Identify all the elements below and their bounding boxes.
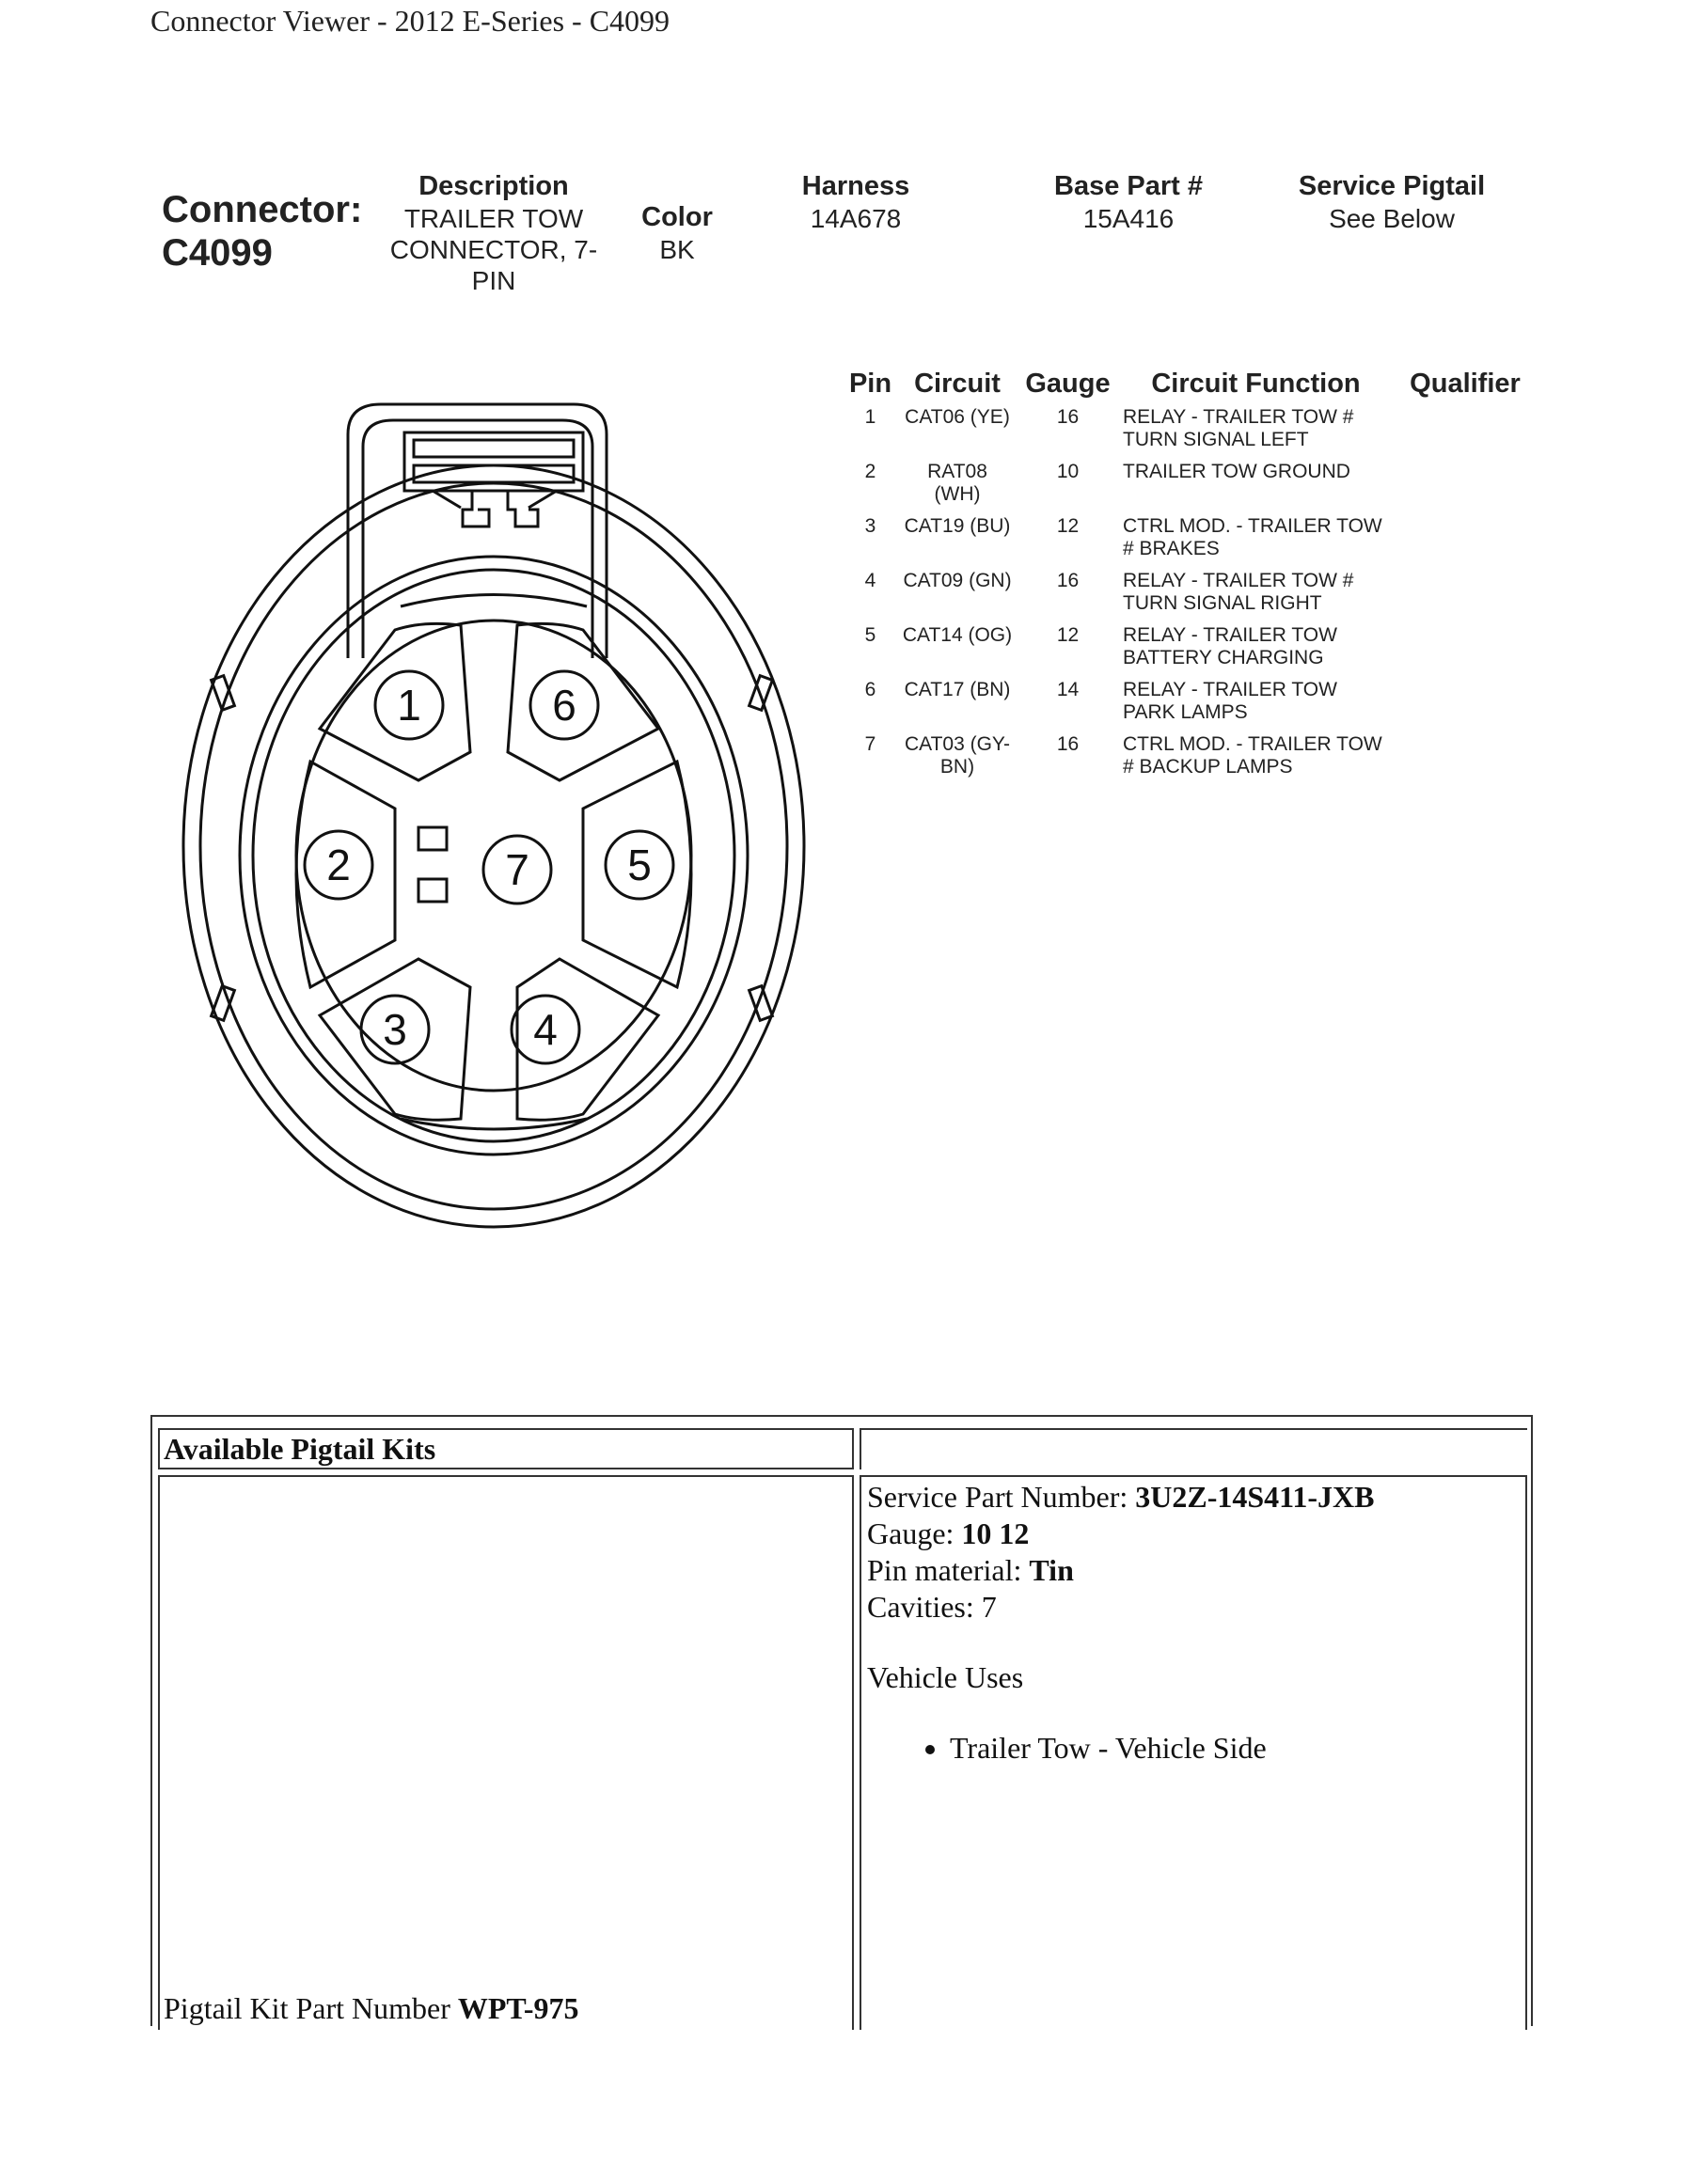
- description-line-3: PIN: [471, 266, 516, 295]
- qualifier-cell: [1395, 679, 1536, 733]
- function-line: RELAY - TRAILER TOW #: [1123, 406, 1354, 428]
- color-value: BK: [659, 235, 695, 264]
- base-part-column: [1025, 169, 1232, 234]
- function-line: RELAY - TRAILER TOW: [1123, 624, 1337, 646]
- cavities-value: 7: [981, 1590, 997, 1624]
- gauge-cell: 16: [1056, 733, 1080, 755]
- circuit-line: CAT17 (BN): [904, 679, 1011, 700]
- pin-material: [867, 1552, 1520, 1589]
- pin-number: 1: [864, 406, 876, 428]
- pin-material-label: Pin material:: [867, 1553, 1022, 1587]
- connector-face-diagram: [179, 395, 818, 1232]
- pin-label-5: 5: [627, 841, 652, 889]
- function-line: CTRL MOD. - TRAILER TOW: [1123, 515, 1382, 537]
- function-cell: [1117, 461, 1395, 515]
- circuit-line: CAT06 (YE): [905, 406, 1010, 428]
- connector-title: [162, 188, 362, 275]
- kit-gauge: [867, 1516, 1520, 1552]
- vehicle-uses: [867, 1659, 1520, 1767]
- table-row: [844, 461, 1536, 515]
- color-label: Color: [641, 202, 713, 232]
- table-row: [844, 570, 1536, 624]
- pigtail-kit-details: [860, 1475, 1527, 2030]
- pigtail-kits-table: [150, 1415, 1533, 2026]
- pin-label-6: 6: [552, 681, 576, 730]
- circuit-cell: [896, 624, 1018, 679]
- list-item: • Trailer Tow - Vehicle Side: [950, 1730, 1520, 1767]
- function-line: RELAY - TRAILER TOW: [1123, 679, 1337, 700]
- function-cell: [1117, 733, 1395, 788]
- pin-label-3: 3: [383, 1005, 407, 1054]
- header-pin: Pin: [848, 369, 892, 399]
- function-line: BATTERY CHARGING: [1123, 647, 1324, 668]
- circuit-line: CAT09 (GN): [903, 570, 1012, 591]
- kit-gauge-value: 10 12: [961, 1516, 1030, 1550]
- function-line: # BACKUP LAMPS: [1123, 756, 1293, 778]
- pin-label-2: 2: [326, 841, 351, 889]
- description-label: Description: [418, 171, 569, 201]
- cavities-label: Cavities:: [867, 1590, 974, 1624]
- vehicle-uses-label: Vehicle Uses: [867, 1660, 1024, 1694]
- qualifier-cell: [1395, 570, 1536, 624]
- pin-table: [844, 367, 1536, 788]
- description-line-2: CONNECTOR, 7-: [389, 235, 598, 264]
- function-cell: [1117, 515, 1395, 570]
- function-line: RELAY - TRAILER TOW #: [1123, 570, 1354, 591]
- base-part-value: 15A416: [1082, 204, 1175, 233]
- function-line: PARK LAMPS: [1123, 701, 1248, 723]
- service-pigtail-label: Service Pigtail: [1298, 171, 1486, 201]
- kit-part-value: WPT-975: [457, 1991, 579, 2025]
- circuit-line: CAT14 (OG): [902, 624, 1013, 646]
- table-row: [844, 679, 1536, 733]
- circuit-line: BN): [939, 756, 975, 778]
- base-part-label: Base Part #: [1054, 171, 1203, 201]
- service-pigtail-column: [1270, 169, 1514, 234]
- pigtail-kit-part-number: [164, 1991, 578, 2026]
- kit-part-label: Pigtail Kit Part Number: [164, 1991, 450, 2025]
- header-gauge: Gauge: [1025, 369, 1111, 399]
- qualifier-cell: [1395, 624, 1536, 679]
- function-cell: [1117, 570, 1395, 624]
- function-cell: [1117, 679, 1395, 733]
- cavities: [867, 1589, 1520, 1626]
- gauge-cell: 12: [1056, 624, 1080, 646]
- pin-number: 6: [864, 679, 876, 700]
- service-part-label: Service Part Number:: [867, 1480, 1128, 1514]
- description-line-1: TRAILER TOW: [403, 204, 584, 233]
- function-cell: [1117, 406, 1395, 461]
- pin-number: 5: [864, 624, 876, 646]
- connector-label: Connector:: [162, 189, 363, 230]
- harness-column: [771, 169, 940, 234]
- qualifier-cell: [1395, 461, 1536, 515]
- description-column: [381, 169, 607, 296]
- header-circuit: Circuit: [914, 369, 1001, 399]
- pigtail-kits-header: Available Pigtail Kits: [158, 1428, 854, 1469]
- circuit-line: (WH): [934, 483, 981, 505]
- qualifier-cell: [1395, 406, 1536, 461]
- function-line: TURN SIGNAL LEFT: [1123, 429, 1309, 450]
- pin-number: 2: [864, 461, 876, 482]
- pin-number: 4: [864, 570, 876, 591]
- function-line: CTRL MOD. - TRAILER TOW: [1123, 733, 1382, 755]
- kit-gauge-label: Gauge:: [867, 1516, 954, 1550]
- gauge-cell: 12: [1056, 515, 1080, 537]
- header-qualifier: Qualifier: [1410, 369, 1521, 399]
- qualifier-cell: [1395, 733, 1536, 788]
- table-row: [844, 406, 1536, 461]
- pin-label-4: 4: [533, 1005, 558, 1054]
- header-circuit-function: Circuit Function: [1151, 369, 1361, 399]
- circuit-cell: [896, 515, 1018, 570]
- pin-label-1: 1: [397, 681, 421, 730]
- table-row: [844, 733, 1536, 788]
- circuit-line: CAT19 (BU): [904, 515, 1011, 537]
- pigtail-kit-image-cell: [158, 1475, 854, 2030]
- gauge-cell: 16: [1056, 406, 1080, 428]
- function-line: # BRAKES: [1123, 538, 1220, 559]
- function-line: TRAILER TOW GROUND: [1123, 461, 1350, 482]
- pigtail-kits-header-spacer: [860, 1428, 1527, 1469]
- qualifier-cell: [1395, 515, 1536, 570]
- function-cell: [1117, 624, 1395, 679]
- service-part-value: 3U2Z-14S411-JXB: [1135, 1480, 1375, 1514]
- circuit-cell: [896, 461, 1018, 515]
- circuit-cell: [896, 406, 1018, 461]
- table-row: [844, 515, 1536, 570]
- circuit-line: CAT03 (GY-: [904, 733, 1011, 755]
- table-row: [844, 624, 1536, 679]
- service-pigtail-value: See Below: [1329, 204, 1455, 233]
- pin-table-header: [844, 367, 1536, 406]
- pin-number: 3: [864, 515, 876, 537]
- pin-label-7: 7: [505, 845, 529, 894]
- page-title: Connector Viewer - 2012 E-Series - C4099: [150, 4, 670, 38]
- connector-id: C4099: [162, 232, 273, 274]
- pin-number: 7: [864, 733, 876, 755]
- harness-value: 14A678: [810, 204, 902, 233]
- pin-material-value: Tin: [1029, 1553, 1074, 1587]
- vehicle-uses-list: [867, 1730, 1520, 1767]
- service-part-number: [867, 1479, 1520, 1516]
- circuit-cell: [896, 679, 1018, 733]
- circuit-line: RAT08: [927, 461, 987, 482]
- gauge-cell: 10: [1056, 461, 1080, 482]
- circuit-cell: [896, 733, 1018, 788]
- gauge-cell: 14: [1056, 679, 1080, 700]
- color-column: [621, 200, 734, 265]
- harness-label: Harness: [801, 171, 910, 201]
- gauge-cell: 16: [1056, 570, 1080, 591]
- function-line: TURN SIGNAL RIGHT: [1123, 592, 1322, 614]
- circuit-cell: [896, 570, 1018, 624]
